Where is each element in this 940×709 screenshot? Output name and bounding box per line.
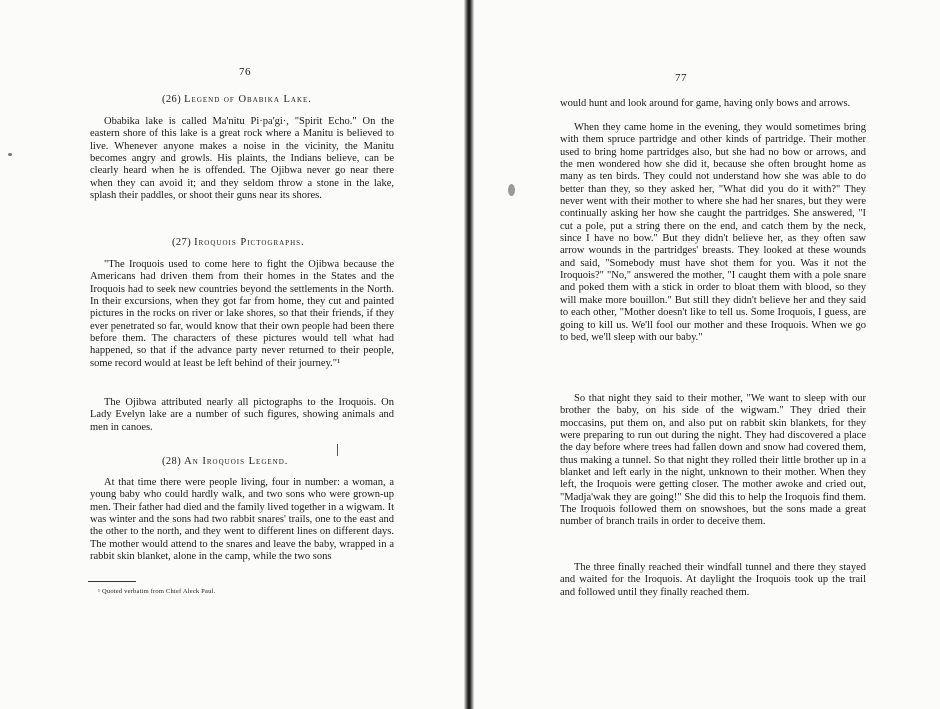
heading-number: (26) xyxy=(162,94,182,105)
scan-speck xyxy=(8,153,12,156)
heading-title: Legend of Obabika Lake. xyxy=(184,94,312,105)
section-heading-26 xyxy=(162,94,312,105)
scan-mark xyxy=(337,444,338,456)
paragraph: Obabika lake is called Ma'nitu Pi·pa'gi·, "Spirit Echo." On the eastern shore of this lake is a great rock where a Manitu is believed to live. Whenever anyone makes a noise in the vicinity, the Manitu becomes angry and growls. His plaints, the Indians believe, can be clearly heard when he is offended. The Ojibwa never go near there when they can avoid it; and they seldom throw a stone in the lake, splash their paddles, or shoot their guns near its shores. xyxy=(90,116,394,202)
heading-title: Iroquois Pictographs. xyxy=(194,237,305,248)
heading-number: (27) xyxy=(172,237,192,248)
scan-speck xyxy=(508,184,515,196)
heading-title: An Iroquois Legend. xyxy=(184,456,289,467)
paragraph: When they came home in the evening, they would sometimes bring with them spruce partridge and other kinds of partridge. Their mother used to bring home partridges also, but she had no bow or arrows, and the men wondered how she did it, because she often brought home as many as ten birds. They could not understand how she was able to do better than they, so they asked her, "What did you do it with?" They never went with their mother to where she had her snares, but they were continually asking her how she caught the partridges. She answered, "I cut a pole, put a string there on the end, and catch them by the neck, since I have no bow." But they didn't believe her, as they often saw arrow wounds in the partridges' breasts. They looked at these wounds and said, "Somebody must have shot them for you. Was it not the Iroquois?" "No," answered the mother, "I caught them with a pole snare and poked them with a stick in order to bloat them with blood, so they will make more bouillon." But still they didn't believe her and they said to each other, "Mother doesn't like to tell us. Some Iroquois, I guess, are going to kill us. We'll fool our mother and these Iroquois. When we go to bed, we'll sleep with our baby." xyxy=(560,122,866,343)
paragraph: So that night they said to their mother, "We want to sleep with our brother the baby, on his side of the wigwam." They dried their moccasins, put them on, and also put on rabbit skin blankets, for they were preparing to run out during the night. They had discovered a place the day before where trees had fallen down and snow had covered them, thus making a tunnel. So that night they rolled their little brother up in a blanket and left early in the night, unknown to their mother. When they left, the Iroquois were getting closer. The mother awoke and cried out, "Madja'wak they are going!" She did this to help the Iroquois find them. The Iroquois followed them on snowshoes, but the sons made a great number of branch trails in order to deceive them. xyxy=(560,393,866,528)
section-heading-27 xyxy=(172,237,305,248)
right-page xyxy=(470,0,940,709)
heading-number: (28) xyxy=(162,456,182,467)
footnote: ¹ Quoted verbatim from Chief Aleck Paul. xyxy=(98,588,216,595)
footnote-rule xyxy=(88,581,136,582)
paragraph: At that time there were people living, four in number: a woman, a young baby who could hardly walk, and two sons who were grown-up men. Their father had died and the family lived together in a wigwam. It was winter and the sons had two rabbit snares' trails, one to the east and the other to the north, and they went to different lines on different days. The mother would attend to the snares and leave the baby, wrapped in a rabbit skin blanket, alone in the camp, while the two sons xyxy=(90,477,394,563)
paragraph: would hunt and look around for game, having only bows and arrows. xyxy=(560,98,851,109)
page-number: 76 xyxy=(239,66,251,78)
paragraph: The Ojibwa attributed nearly all pictographs to the Iroquois. On Lady Evelyn lake are a number of such figures, showing animals and men in canoes. xyxy=(90,397,394,433)
left-page xyxy=(0,0,468,709)
paragraph: The three finally reached their windfall tunnel and there they stayed and waited for the Iroquois. At daylight the Iroquois took up the trail and followed until they finally reached them. xyxy=(560,562,866,598)
section-heading-28 xyxy=(162,456,288,467)
page-number: 77 xyxy=(675,72,687,84)
paragraph: "The Iroquois used to come here to fight the Ojibwa because the Americans had driven them from their homes in the States and the Iroquois had to seek new countries beyond the settlements in the North. In their excursions, when they got far from home, they cut and painted pictures in the rocks on river or lake shores, so that their friends, if they ever penetrated so far, would know that their own people had been there before them. The characters of these pictures would tell what had happened, so that if the advance party never returned to their people, some record would at least be left behind of their journey."¹ xyxy=(90,259,394,369)
